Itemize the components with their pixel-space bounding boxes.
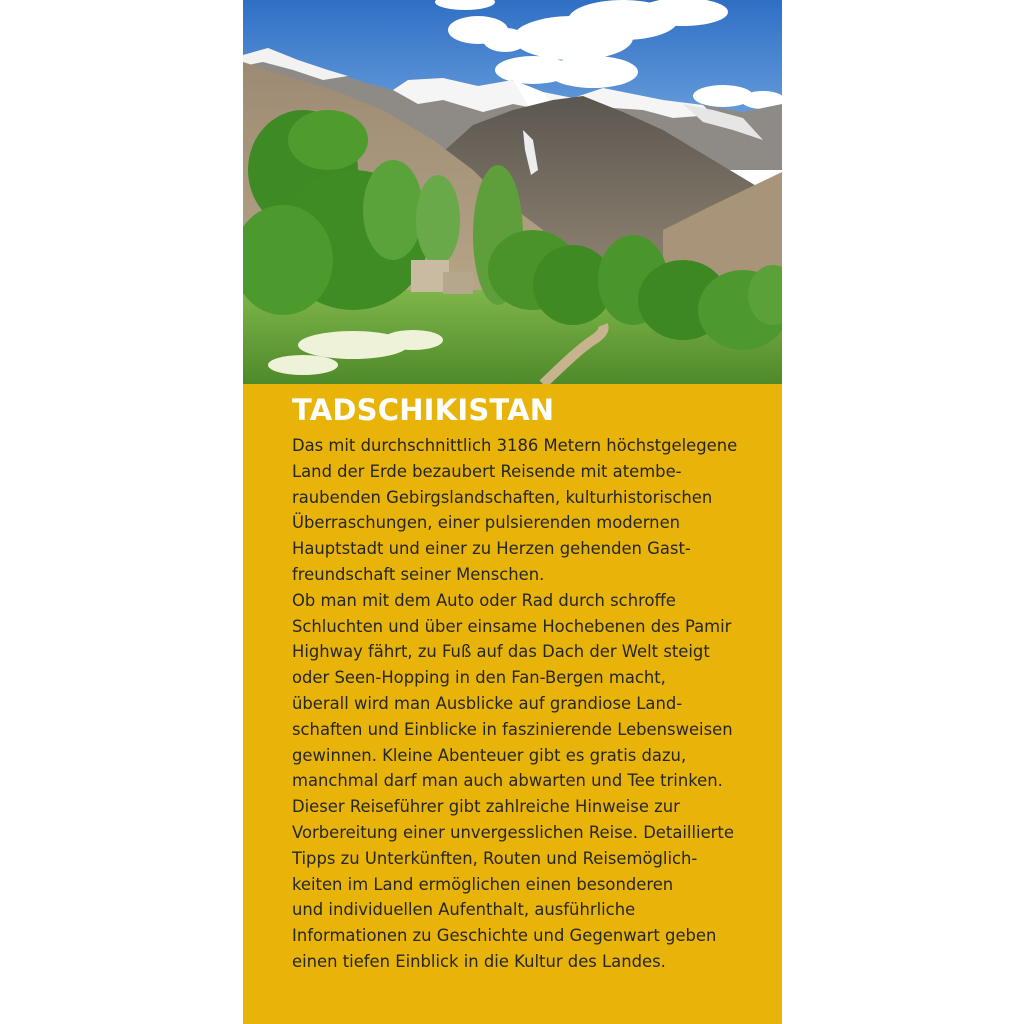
landscape-illustration: [243, 0, 782, 384]
blurb-line: einen tiefen Einblick in die Kultur des Landes.: [292, 951, 666, 971]
blurb-line: und individuellen Aufenthalt, ausführliche: [292, 900, 636, 920]
blurb-line: Dieser Reiseführer gibt zahlreiche Hinweise zur: [292, 797, 680, 817]
blurb-line: Ob man mit dem Auto oder Rad durch schroffe: [292, 590, 676, 610]
blurb-line: Informationen zu Geschichte und Gegenwart geben: [292, 926, 717, 946]
blurb-line: Hauptstadt und einer zu Herzen gehenden Gast-: [292, 539, 691, 559]
blurb-line: Land der Erde bezaubert Reisende mit atembe-: [292, 461, 682, 481]
blurb-line: manchmal darf man auch abwarten und Tee trinken.: [292, 771, 723, 791]
blurb-line: keiten im Land ermöglichen einen besonderen: [292, 874, 674, 894]
blurb-line: Das mit durchschnittlich 3186 Metern höchstgelegene: [292, 436, 738, 455]
blurb-line: schaften und Einblicke in faszinierende Lebensweisen: [292, 719, 733, 739]
blurb-line: freundschaft seiner Menschen.: [292, 564, 545, 584]
blurb-text: [292, 433, 762, 975]
blurb-line: Tipps zu Unterkünften, Routen und Reisemöglich-: [292, 848, 698, 868]
blurb-line: überall wird man Ausblicke auf grandiose Land-: [292, 693, 683, 713]
text-panel: [243, 384, 782, 1024]
blurb-line: raubenden Gebirgslandschaften, kulturhistorischen: [292, 487, 713, 507]
blurb-line: Highway fährt, zu Fuß auf das Dach der Welt steigt: [292, 642, 710, 662]
blurb-line: gewinnen. Kleine Abenteuer gibt es gratis dazu,: [292, 745, 687, 765]
blurb-line: Überraschungen, einer pulsierenden modernen: [292, 513, 681, 533]
blurb-line: Schluchten und über einsame Hochebenen des Pamir: [292, 616, 732, 636]
book-title: TADSCHIKISTAN: [292, 393, 555, 427]
book-back-cover: [243, 0, 782, 1024]
blurb-line: Vorbereitung einer unvergesslichen Reise. Detaillierte: [292, 822, 734, 842]
blurb-line: oder Seen-Hopping in den Fan-Bergen macht,: [292, 668, 666, 688]
mountain-landscape-photo: [243, 0, 782, 384]
